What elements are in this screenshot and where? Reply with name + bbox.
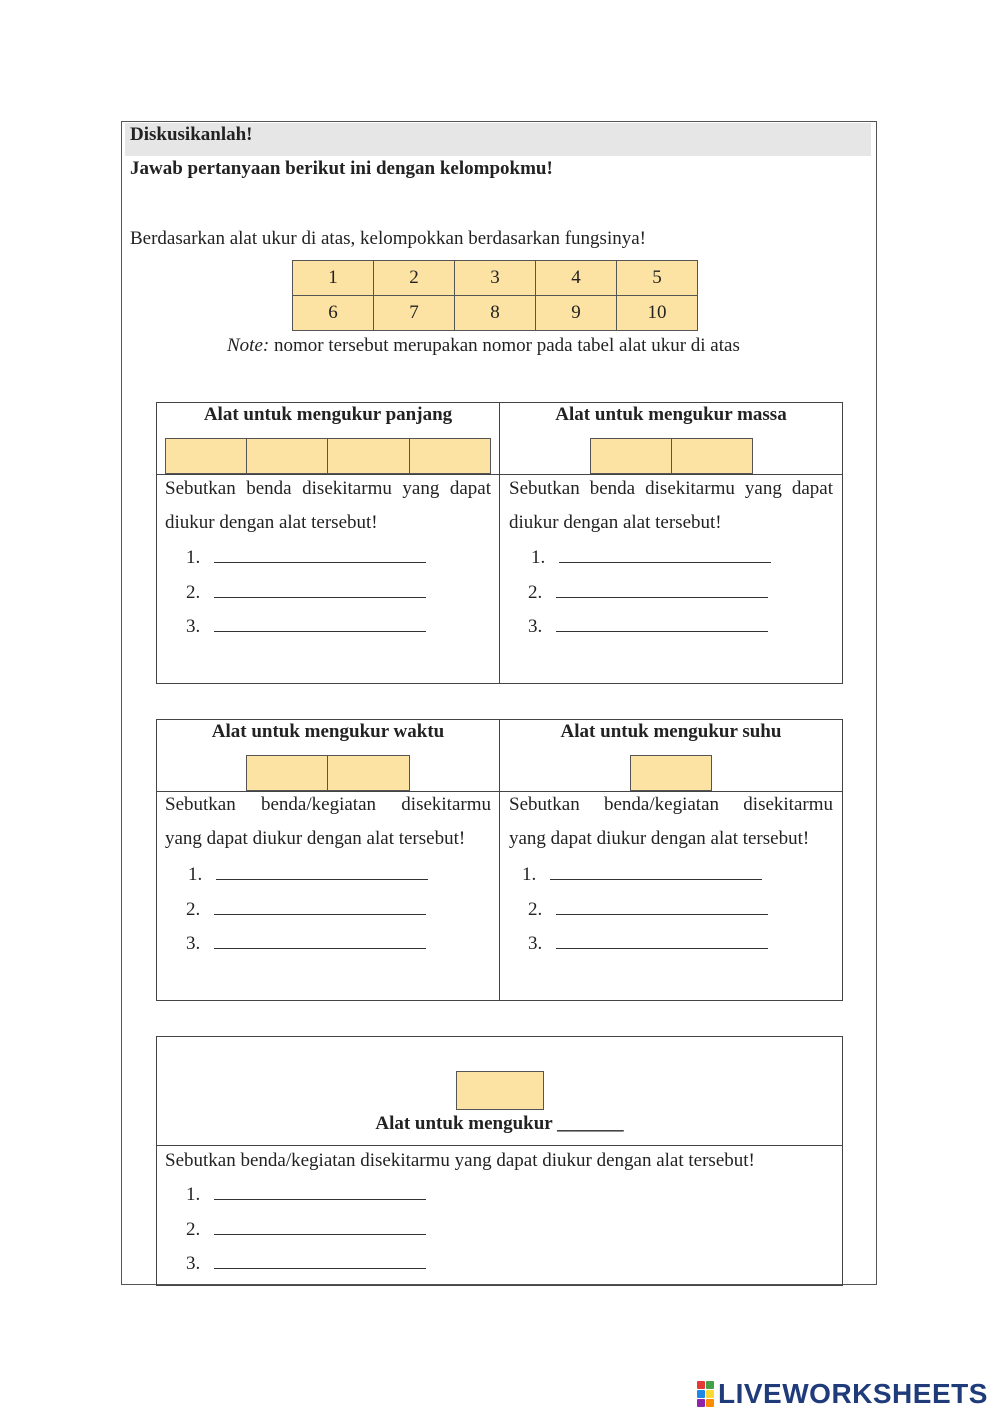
number-grid <box>292 260 698 331</box>
answer-line[interactable] <box>214 1254 426 1269</box>
answer-slot-length-1[interactable] <box>165 438 247 474</box>
list-item <box>528 616 768 638</box>
grid-cell: 4 <box>536 261 617 296</box>
answer-slot-length-3[interactable] <box>327 438 410 474</box>
list-number: 1. <box>188 864 203 885</box>
grid-cell: 10 <box>617 296 698 331</box>
answer-slot-length-2[interactable] <box>246 438 328 474</box>
answer-slot-temperature-1[interactable] <box>630 755 712 791</box>
list-item <box>528 582 768 604</box>
answer-line[interactable] <box>214 583 426 598</box>
list-number: 3. <box>528 933 543 954</box>
list-number: 2. <box>186 899 201 920</box>
brand-name: LIVEWORKSHEETS <box>718 1378 988 1409</box>
title-temperature: Alat untuk mengukur suhu <box>560 721 782 742</box>
list-item <box>186 616 426 638</box>
list-number: 2. <box>528 582 543 603</box>
grid-cell: 3 <box>455 261 536 296</box>
list-item <box>186 1253 426 1275</box>
section-title: Diskusikanlah! <box>130 124 253 145</box>
table-divider <box>156 1145 843 1146</box>
prompt-custom: Sebutkan benda/kegiatan disekitarmu yang dapat diukur dengan alat tersebut! <box>165 1150 755 1171</box>
answer-line[interactable] <box>556 900 768 915</box>
list-item <box>528 899 768 921</box>
answer-line[interactable] <box>550 865 762 880</box>
answer-line[interactable] <box>556 583 768 598</box>
grid-cell: 1 <box>293 261 374 296</box>
table-divider <box>499 402 500 684</box>
answer-line[interactable] <box>214 1185 426 1200</box>
logo-mark-icon <box>697 1381 714 1407</box>
list-item <box>186 547 426 569</box>
grid-cell: 8 <box>455 296 536 331</box>
grid-cell: 7 <box>374 296 455 331</box>
prompt-time-b: yang dapat diukur dengan alat tersebut! <box>165 828 466 849</box>
list-number: 2. <box>186 1219 201 1240</box>
list-item <box>528 933 768 955</box>
list-item <box>186 933 426 955</box>
title-time: Alat untuk mengukur waktu <box>211 721 445 742</box>
answer-line[interactable] <box>556 934 768 949</box>
table-divider <box>499 719 500 1001</box>
list-number: 1. <box>531 547 546 568</box>
title-length: Alat untuk mengukur panjang <box>203 404 453 425</box>
answer-line[interactable] <box>214 900 426 915</box>
prompt-temperature-a: Sebutkan benda/kegiatan disekitarmu <box>509 794 833 815</box>
grid-cell: 9 <box>536 296 617 331</box>
list-item <box>186 1184 426 1206</box>
list-item <box>186 1219 426 1241</box>
answer-line[interactable] <box>556 617 768 632</box>
section-subtitle: Jawab pertanyaan berikut ini dengan kelompokmu! <box>130 158 553 179</box>
answer-line[interactable] <box>216 865 428 880</box>
list-number: 3. <box>528 616 543 637</box>
list-item <box>186 899 426 921</box>
list-item <box>531 547 771 569</box>
liveworksheets-logo <box>697 1378 988 1410</box>
list-number: 2. <box>186 582 201 603</box>
grid-cell: 5 <box>617 261 698 296</box>
list-number: 1. <box>186 1184 201 1205</box>
grid-cell: 6 <box>293 296 374 331</box>
prompt-length-b: diukur dengan alat tersebut! <box>165 512 378 533</box>
list-number: 3. <box>186 1253 201 1274</box>
prompt-length-a: Sebutkan benda disekitarmu yang dapat <box>165 478 491 499</box>
answer-line[interactable] <box>559 548 771 563</box>
grid-cell: 2 <box>374 261 455 296</box>
prompt-time-a: Sebutkan benda/kegiatan disekitarmu <box>165 794 491 815</box>
answer-line[interactable] <box>214 1220 426 1235</box>
prompt-mass-a: Sebutkan benda disekitarmu yang dapat <box>509 478 833 499</box>
note-text: nomor tersebut merupakan nomor pada tabel alat ukur di atas <box>269 335 740 356</box>
answer-line[interactable] <box>214 548 426 563</box>
note-line <box>227 335 740 357</box>
prompt-mass-b: diukur dengan alat tersebut! <box>509 512 722 533</box>
list-number: 3. <box>186 933 201 954</box>
title-mass: Alat untuk mengukur massa <box>555 404 787 425</box>
note-label: Note: <box>227 335 270 356</box>
title-custom: Alat untuk mengukur _______ <box>375 1113 624 1134</box>
answer-slot-length-4[interactable] <box>409 438 491 474</box>
list-item <box>186 582 426 604</box>
list-number: 1. <box>522 864 537 885</box>
answer-line[interactable] <box>214 934 426 949</box>
answer-slot-time-2[interactable] <box>327 755 410 791</box>
answer-slot-custom[interactable] <box>456 1071 544 1110</box>
instruction-text: Berdasarkan alat ukur di atas, kelompokkan berdasarkan fungsinya! <box>130 228 646 249</box>
answer-slot-mass-1[interactable] <box>590 438 672 474</box>
answer-slot-mass-2[interactable] <box>671 438 753 474</box>
list-number: 3. <box>186 616 201 637</box>
answer-slot-time-1[interactable] <box>246 755 328 791</box>
answer-line[interactable] <box>214 617 426 632</box>
list-item <box>188 864 428 886</box>
list-number: 1. <box>186 547 201 568</box>
list-item <box>522 864 762 886</box>
prompt-temperature-b: yang dapat diukur dengan alat tersebut! <box>509 828 810 849</box>
list-number: 2. <box>528 899 543 920</box>
